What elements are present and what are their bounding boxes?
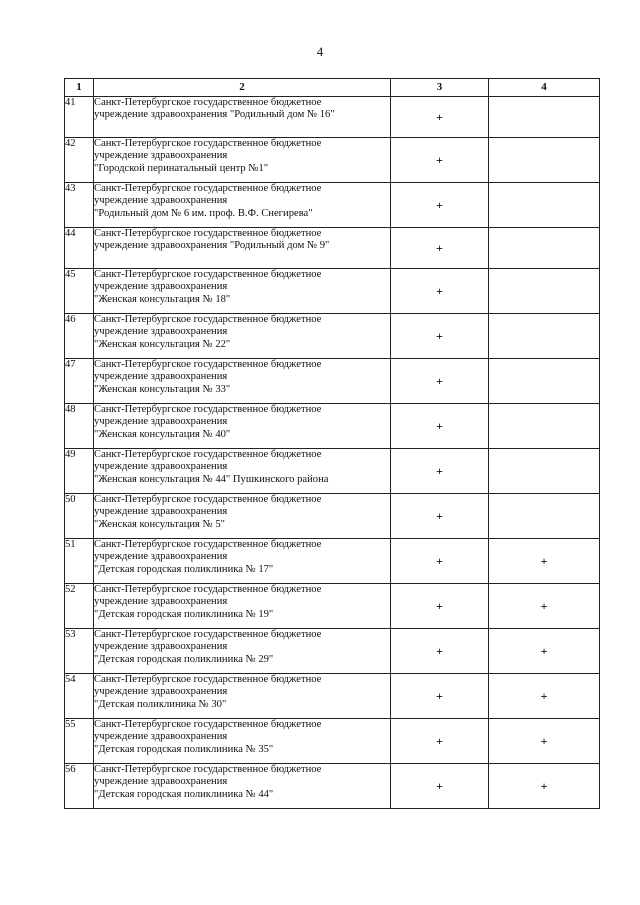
institution-name-line: Санкт-Петербургское государственное бюджетное [94, 494, 322, 505]
row-number: 50 [65, 494, 94, 539]
institution-name-line: Санкт-Петербургское государственное бюджетное [94, 584, 322, 595]
institution-name [94, 138, 391, 183]
col-3-mark: + [391, 404, 489, 449]
institution-name [94, 228, 391, 269]
institution-name-line: учреждение здравоохранения [94, 686, 228, 698]
col-3-mark: + [391, 228, 489, 269]
institution-name [94, 764, 391, 809]
institution-name-line: "Женская консультация № 22" [94, 338, 231, 350]
table-row [65, 269, 600, 314]
institution-name-line: учреждение здравоохранения [94, 150, 228, 162]
header-col-2: 2 [94, 79, 391, 97]
institution-name-line: Санкт-Петербургское государственное бюджетное [94, 674, 322, 685]
institution-name [94, 539, 391, 584]
institution-name [94, 183, 391, 228]
institution-name [94, 719, 391, 764]
row-number: 44 [65, 228, 94, 269]
institution-name-line: учреждение здравоохранения [94, 776, 228, 788]
row-number: 47 [65, 359, 94, 404]
row-number: 49 [65, 449, 94, 494]
row-number: 51 [65, 539, 94, 584]
header-col-3: 3 [391, 79, 489, 97]
row-number: 48 [65, 404, 94, 449]
institution-name-line: учреждение здравоохранения [94, 416, 228, 428]
institution-name [94, 404, 391, 449]
institution-name [94, 584, 391, 629]
col-3-mark: + [391, 674, 489, 719]
institution-name-line: учреждение здравоохранения "Родильный дом № 9" [94, 240, 330, 252]
institution-name-line: Санкт-Петербургское государственное бюджетное [94, 449, 322, 460]
col-4-mark: + [489, 629, 600, 674]
institution-name [94, 449, 391, 494]
institution-name-line: "Детская городская поликлиника № 29" [94, 653, 274, 665]
institution-name [94, 674, 391, 719]
institution-name-line: учреждение здравоохранения "Родильный дом № 16" [94, 109, 335, 121]
table-row [65, 314, 600, 359]
institution-name-line: Санкт-Петербургское государственное бюджетное [94, 539, 322, 550]
institution-name-line: учреждение здравоохранения [94, 326, 228, 338]
row-number: 45 [65, 269, 94, 314]
col-4-mark [489, 183, 600, 228]
col-3-mark: + [391, 183, 489, 228]
table-row [65, 359, 600, 404]
row-number: 54 [65, 674, 94, 719]
col-4-mark: + [489, 539, 600, 584]
institution-name-line: Санкт-Петербургское государственное бюджетное [94, 764, 322, 775]
col-3-mark: + [391, 449, 489, 494]
col-3-mark: + [391, 494, 489, 539]
institution-name-line: Санкт-Петербургское государственное бюджетное [94, 719, 322, 730]
institution-name-line: Санкт-Петербургское государственное бюджетное [94, 404, 322, 415]
institution-name-line: "Детская городская поликлиника № 44" [94, 788, 274, 800]
institution-name-line: Санкт-Петербургское государственное бюджетное [94, 269, 322, 280]
table-row [65, 629, 600, 674]
col-3-mark: + [391, 314, 489, 359]
institution-name [94, 359, 391, 404]
row-number: 46 [65, 314, 94, 359]
header-col-4: 4 [489, 79, 600, 97]
institution-name-line: "Детская городская поликлиника № 17" [94, 563, 274, 575]
row-number: 53 [65, 629, 94, 674]
institution-name-line: "Женская консультация № 40" [94, 428, 231, 440]
institution-name-line: "Женская консультация № 44" Пушкинского района [94, 473, 329, 485]
col-4-mark [489, 314, 600, 359]
table-header-row [65, 79, 600, 97]
row-number: 56 [65, 764, 94, 809]
table-row [65, 404, 600, 449]
col-4-mark [489, 494, 600, 539]
institution-name-line: учреждение здравоохранения [94, 641, 228, 653]
row-number: 41 [65, 97, 94, 138]
row-number: 43 [65, 183, 94, 228]
institution-name-line: учреждение здравоохранения [94, 195, 228, 207]
institution-name-line: "Детская городская поликлиника № 19" [94, 608, 274, 620]
table-row [65, 539, 600, 584]
row-number: 42 [65, 138, 94, 183]
institution-name-line: "Городской перинатальный центр №1" [94, 162, 269, 174]
institution-name-line: "Женская консультация № 5" [94, 518, 225, 530]
table-row [65, 494, 600, 539]
col-3-mark: + [391, 629, 489, 674]
institution-name [94, 314, 391, 359]
col-4-mark [489, 269, 600, 314]
table-row [65, 764, 600, 809]
col-3-mark: + [391, 764, 489, 809]
institution-name-line: учреждение здравоохранения [94, 281, 228, 293]
institution-name-line: Санкт-Петербургское государственное бюджетное [94, 359, 322, 370]
col-3-mark: + [391, 539, 489, 584]
col-3-mark: + [391, 138, 489, 183]
col-4-mark [489, 97, 600, 138]
col-4-mark: + [489, 584, 600, 629]
institution-name-line: учреждение здравоохранения [94, 596, 228, 608]
table-row [65, 719, 600, 764]
institution-name-line: учреждение здравоохранения [94, 371, 228, 383]
institution-name-line: Санкт-Петербургское государственное бюджетное [94, 183, 322, 194]
institution-name-line: учреждение здравоохранения [94, 461, 228, 473]
table-row [65, 449, 600, 494]
institutions-table [64, 78, 600, 809]
institution-name-line: "Женская консультация № 18" [94, 293, 231, 305]
page-number: 4 [316, 44, 324, 59]
institution-name-line: "Детская городская поликлиника № 35" [94, 743, 274, 755]
col-4-mark: + [489, 764, 600, 809]
table-row [65, 138, 600, 183]
institution-name [94, 269, 391, 314]
institution-name-line: "Родильный дом № 6 им. проф. В.Ф. Снегирева" [94, 207, 313, 219]
table-body [65, 97, 600, 809]
institution-name [94, 629, 391, 674]
institution-name-line: "Женская консультация № 33" [94, 383, 231, 395]
table-row [65, 228, 600, 269]
row-number: 55 [65, 719, 94, 764]
col-3-mark: + [391, 719, 489, 764]
institution-name-line: учреждение здравоохранения [94, 731, 228, 743]
institution-name-line: Санкт-Петербургское государственное бюджетное [94, 228, 322, 239]
institution-name [94, 494, 391, 539]
col-4-mark [489, 228, 600, 269]
institution-name-line: "Детская поликлиника № 30" [94, 698, 227, 710]
table-row [65, 584, 600, 629]
institution-name-line: учреждение здравоохранения [94, 551, 228, 563]
table-row [65, 97, 600, 138]
col-4-mark [489, 359, 600, 404]
col-3-mark: + [391, 97, 489, 138]
table-row [65, 183, 600, 228]
col-4-mark: + [489, 674, 600, 719]
header-col-1: 1 [65, 79, 94, 97]
institution-name-line: Санкт-Петербургское государственное бюджетное [94, 629, 322, 640]
col-3-mark: + [391, 359, 489, 404]
row-number: 52 [65, 584, 94, 629]
col-4-mark: + [489, 719, 600, 764]
institution-name-line: Санкт-Петербургское государственное бюджетное [94, 138, 322, 149]
col-4-mark [489, 404, 600, 449]
institution-name-line: Санкт-Петербургское государственное бюджетное [94, 97, 322, 108]
col-3-mark: + [391, 584, 489, 629]
col-4-mark [489, 449, 600, 494]
institution-name [94, 97, 391, 138]
institution-name-line: Санкт-Петербургское государственное бюджетное [94, 314, 322, 325]
col-4-mark [489, 138, 600, 183]
col-3-mark: + [391, 269, 489, 314]
institution-name-line: учреждение здравоохранения [94, 506, 228, 518]
table-row [65, 674, 600, 719]
